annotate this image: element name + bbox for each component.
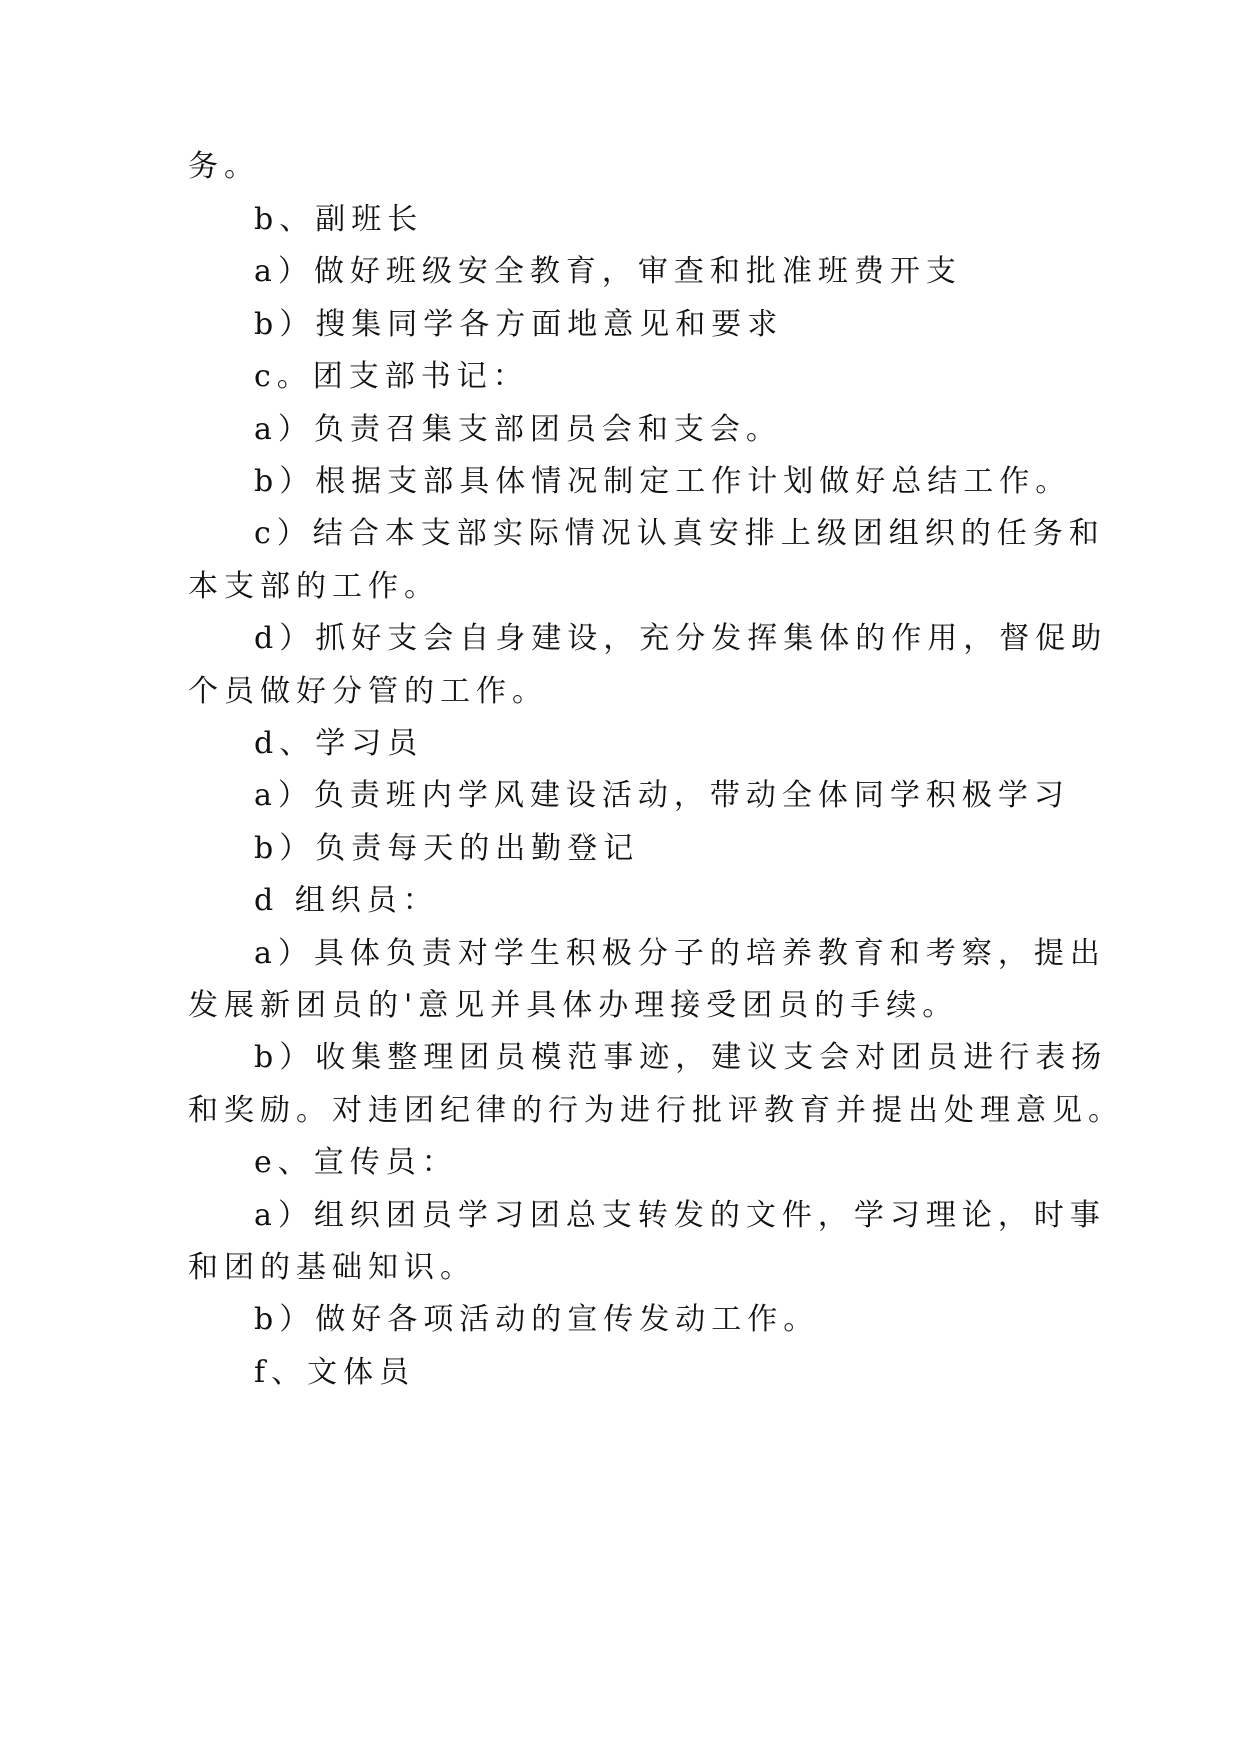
section-heading: f、文体员 — [254, 1355, 416, 1390]
section-heading: d、学习员 — [254, 726, 424, 761]
text-line: b）搜集同学各方面地意见和要求 — [254, 307, 784, 342]
text-line: c）结合本支部实际情况认真安排上级团组织的任务和 — [254, 516, 1105, 551]
text-line: 本支部的工作。 — [188, 569, 440, 604]
text-line: 和团的基础知识。 — [188, 1250, 476, 1285]
text-line: b）做好各项活动的宣传发动工作。 — [254, 1302, 820, 1337]
text-line: 个员做好分管的工作。 — [188, 674, 548, 709]
text-line: a）具体负责对学生积极分子的培养教育和考察，提出 — [254, 936, 1106, 971]
text-line: b）收集整理团员模范事迹，建议支会对团员进行表扬 — [254, 1040, 1108, 1075]
section-heading: d 组织员： — [254, 883, 439, 918]
section-heading: c。团支部书记： — [254, 359, 529, 394]
section-heading: e、宣传员： — [254, 1145, 458, 1180]
text-line: b）负责每天的出勤登记 — [254, 831, 640, 866]
section-heading: b、副班长 — [254, 202, 424, 237]
text-line: a）负责召集支部团员会和支会。 — [254, 412, 782, 447]
text-line: 和奖励。对违团纪律的行为进行批评教育并提出处理意见。 — [188, 1093, 1124, 1128]
text-line: a）负责班内学风建设活动，带动全体同学积极学习 — [254, 778, 1070, 813]
text-line: a）组织团员学习团总支转发的文件，学习理论，时事 — [254, 1198, 1106, 1233]
text-line: 务。 — [188, 149, 260, 184]
text-line: b）根据支部具体情况制定工作计划做好总结工作。 — [254, 464, 1072, 499]
text-line: d）抓好支会自身建设，充分发挥集体的作用，督促助 — [254, 621, 1108, 656]
text-line: a）做好班级安全教育，审查和批准班费开支 — [254, 254, 962, 289]
text-line: 发展新团员的'意见并具体办理接受团员的手续。 — [188, 988, 959, 1023]
